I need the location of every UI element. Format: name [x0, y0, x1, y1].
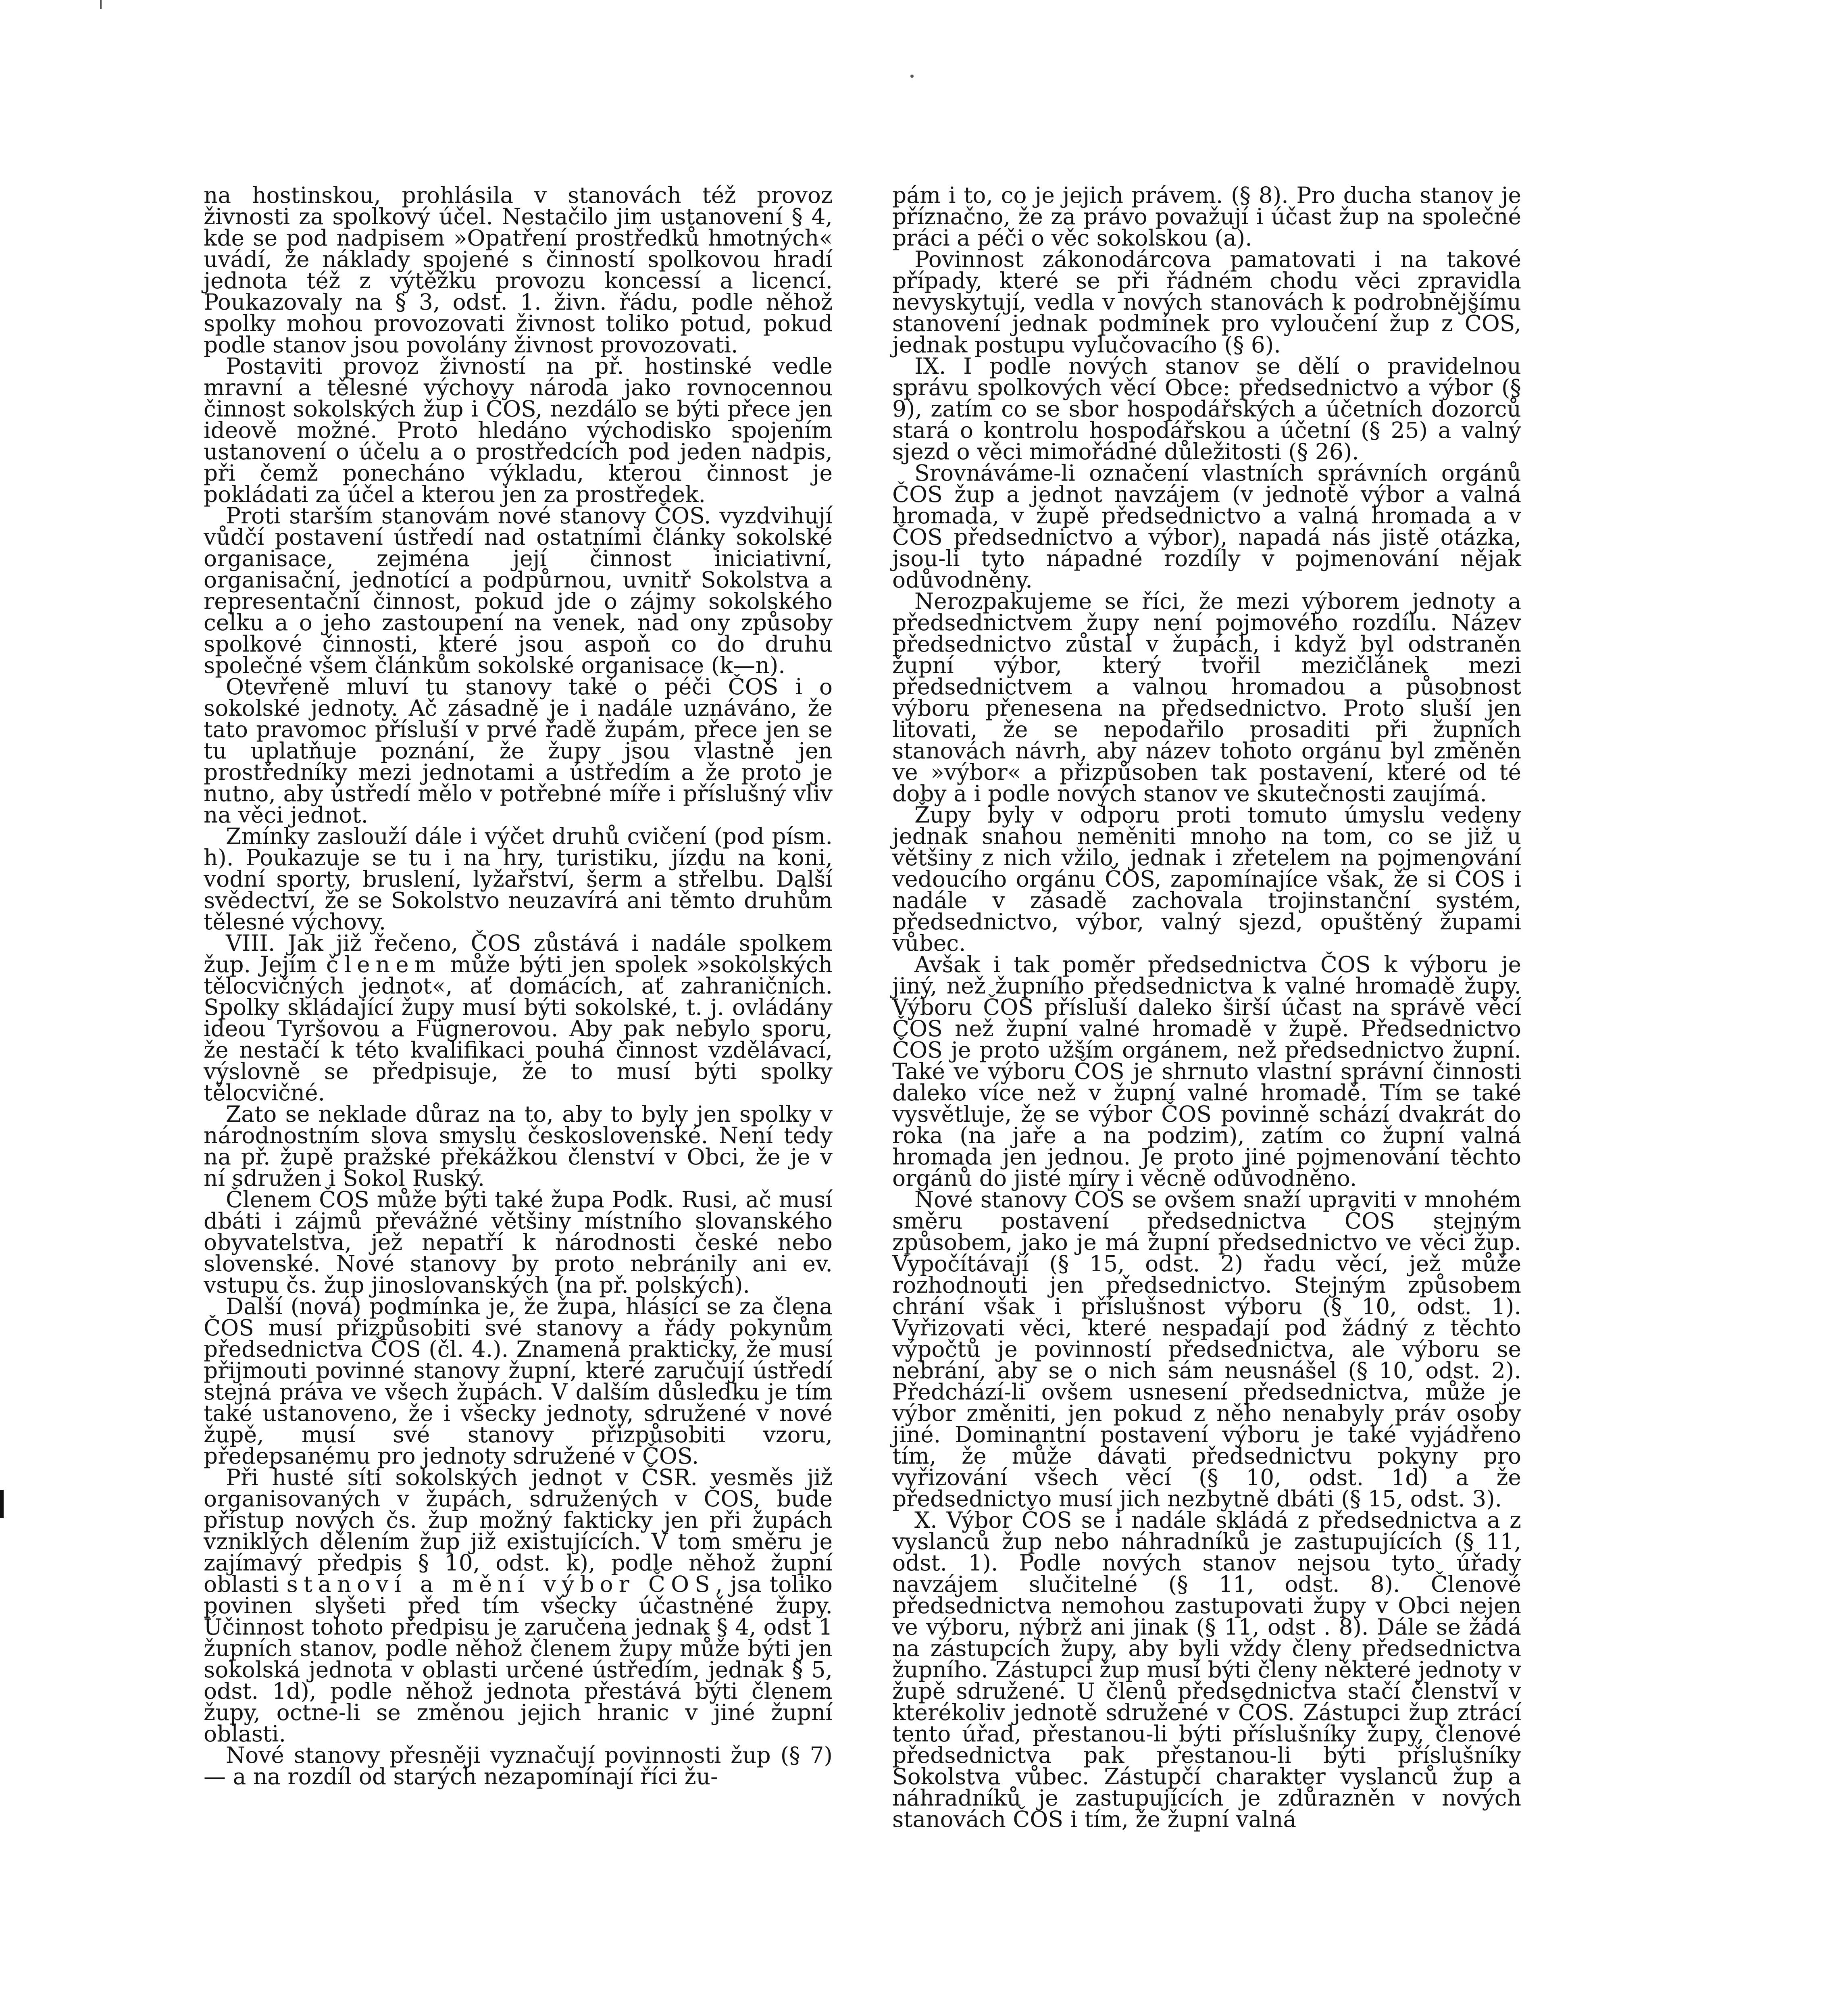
- paragraph: Otevřeně mluví tu stanovy také o péči ČOS i o sokolské jednoty. Ač zásadně je i nadále uznáváno, že tato pravomoc přísluší v prvé řadě župám, přece jen se tu uplatňuje poznání, že župy jsou vlastně jen prostředníky mezi jednotami a ústředím a že proto je nutno, aby ústředí mělo v potřebné míře i příslušný vliv na věci jednot.: [204, 674, 833, 828]
- paragraph: Členem ČOS může býti také župa Podk. Rusi, ač musí dbáti i zájmů převážné většiny místního slovanského obyvatelstva, jež nepatří k národnosti české nebo slovenské. Nové stanovy by proto nebránily ani ev. vstupu čs. žup jinoslovanských (na př. polských).: [204, 1187, 833, 1298]
- paragraph: Srovnáváme-li označení vlastních správních orgánů ČOS žup a jednot navzájem (v jednotě výbor a valná hromada, v župě předsednictvo a valná hromada a v ČOS předsednictvo a výbor), napadá nás jistě otázka, jsou-li tyto nápadné rozdíly v pojmenování nějak odůvodněny.: [892, 460, 1521, 593]
- paragraph: Zmínky zaslouží dále i výčet druhů cvičení (pod písm. h). Poukazuje se tu i na hry, turistiku, jízdu na koni, vodní sporty, bruslení, lyžařství, šerm a střelbu. Další svědectví, že se Sokolstvo neuzavírá ani těmto druhům tělesné výchovy.: [204, 823, 833, 935]
- scan-mark: [910, 75, 914, 78]
- paragraph: Nové stanovy ČOS se ovšem snaží upraviti v mnohém směru postavení předsednictva ČOS stejným způsobem, jako je má župní předsednictvo ve věci žup. Vypočítávají (§ 15, odst. 2) řadu věcí, jež může rozhodnouti jen předsednictvo. Stejným způsobem chrání však i příslušnost výboru (§ 10, odst. 1). Vyřizovati věci, které nespadají pod žádný z těchto výpočtů je povinností předsednictva, ale výboru se nebrání, aby se o nich sám neusnášel (§ 10, odst. 2). Předchází-li ovšem usnesení předsednictva, může je výbor změniti, jen pokud z něho nenabyly práv osoby jiné. Dominantní postavení výboru je také vyjádřeno tím, že může dávati předsednictvu pokyny pro vyřizování všech věcí (§ 10, odst. 1d) a že předsednictvo musí jich nezbytně dbáti (§ 15, odst. 3).: [892, 1187, 1521, 1512]
- paragraph: Postaviti provoz živností na př. hostinské vedle mravní a tělesné výchovy národa jako rovnocennou činnost sokolských žup i ČOS, nezdálo se býti přece jen ideově možné. Proto hledáno východisko spojením ustanovení o účelu a o prostředcích pod jeden nadpis, při čemž ponecháno výkladu, kterou činnost je pokládati za účel a kterou jen za prostředek.: [204, 353, 833, 507]
- left-text-column: [204, 182, 833, 1789]
- right-text-column: [892, 182, 1521, 1832]
- paragraph: X. Výbor ČOS se i nadále skládá z předsednictva a z vyslanců žup nebo náhradníků je zastupujících (§ 11, odst. 1). Podle nových stanov nejsou tyto úřady navzájem slučitelné (§ 11, odst. 8). Členové předsednictva nemohou zastupovati župy v Obci nejen ve výboru, nýbrž ani jinak (§ 11, odst . 8). Dále se žádá na zástupcích župy, aby byli vždy členy předsednictva župního. Zástupci žup musí býti členy některé jednoty v župě sdružené. U členů předsednictva stačí členství v kterékoliv jednotě sdružené v ČOS. Zástupci žup ztrácí tento úřad, přestanou-li býti příslušníky župy, členové předsednictva pak přestanou-li býti příslušníky Sokolstva vůbec. Zástupčí charakter vyslanců žup a náhradníků je zastupujících je zdůrazněn v nových stanovách ČOS i tím, že župní valná: [892, 1507, 1521, 1832]
- emphasis-text: členem: [326, 952, 441, 977]
- paragraph: Nové stanovy přesněji vyznačují povinnosti žup (§ 7) — a na rozdíl od starých nezapomínají říci žu-: [204, 1742, 833, 1789]
- paragraph: Další (nová) podmínka je, že župa, hlásící se za člena ČOS musí přizpůsobiti své stanovy a řády pokynům předsednictva ČOS (čl. 4.). Znamená prakticky, že musí přijmouti povinné stanovy župní, které zaručují ústředí stejná práva ve všech župách. V dalším důsledku je tím také ustanoveno, že i všecky jednoty, sdružené v nové župě, musí své stanovy přizpůsobiti vzoru, předepsanému pro jednoty sdružené v ČOS.: [204, 1293, 833, 1469]
- paragraph: IX. I podle nových stanov se dělí o pravidelnou správu spolkových věcí Obce: předsednictvo a výbor (§ 9), zatím co se sbor hospodářských a účetních dozorců stará o kontrolu hospodářskou a účetní (§ 25) a valný sjezd o věci mimořádné důležitosti (§ 26).: [892, 353, 1521, 464]
- scan-mark: [0, 1490, 4, 1518]
- paragraph: Avšak i tak poměr předsednictva ČOS k výboru je jiný, než župního předsednictva k valné hromadě župy. Výboru ČOS přísluší daleko širší účast na správě věcí ČOS než župní valné hromadě v župě. Předsednictvo ČOS je proto užším orgánem, než předsednictvo župní. Také ve výboru ČOS je shrnuto vlastní správní činnosti daleko více než v župní valné hromadě. Tím se také vysvětluje, že se výbor ČOS povinně schází dvakrát do roka (na jaře a na podzim), zatím co župní valná hromada jen jednou. Je proto jiné pojmenování těchto orgánů do jisté míry i věcně odůvodněno.: [892, 952, 1521, 1191]
- paragraph: na hostinskou, prohlásila v stanovách též provoz živnosti za spolkový účel. Nestačilo jim ustanovení § 4, kde se pod nadpisem »Opatření prostředků hmotných« uvádí, že náklady spojené s činností spolkovou hradí jednota též z výtěžku provozu koncessí a licencí. Poukazovaly na § 3, odst. 1. živn. řádu, podle něhož spolky mohou provozovati živnost toliko potud, pokud podle stanov jsou povolány živnost provozovati.: [204, 182, 833, 358]
- paragraph: Zato se neklade důraz na to, aby to byly jen spolky v národnostním slova smyslu československé. Není tedy na př. župě pražské překážkou členství v Obci, že je v ní sdružen i Sokol Ruský.: [204, 1101, 833, 1191]
- paragraph: pám i to, co je jejich právem. (§ 8). Pro ducha stanov je příznačno, že za právo považují i účast žup na společné práci a péči o věc sokolskou (a).: [892, 182, 1521, 251]
- paragraph: Proti starším stanovám nové stanovy ČOS. vyzdvihují vůdčí postavení ústředí nad ostatními články sokolské organisace, zejména její činnost iniciativní, organisační, jednotící a podpůrnou, uvnitř Sokolstva a representační činnost, pokud jde o zájmy sokolského celku a o jeho zastoupení na venek, nad ony způsoby spolkové činnosti, které jsou aspoň co do druhu společné všem článkům sokolské organisace (k—n).: [204, 503, 833, 678]
- paragraph: Povinnost zákonodárcova pamatovati i na takové případy, které se při řádném chodu věci zpravidla nevyskytují, vedla v nových stanovách k podrobnějšímu stanovení jednak podmínek pro vyloučení žup z ČOS, jednak postupu vylučovacího (§ 6).: [892, 246, 1521, 358]
- scan-mark: [100, 0, 102, 9]
- paragraph: VIII. Jak již řečeno, ČOS zůstává i nadále spolkem žup. Jejím členem může býti jen spolek »sokolských tělocvičných jednot«, ať domácích, ať zahraničních. Spolky skládající župy musí býti sokolské, t. j. ovládány ideou Tyršovou a Fügnerovou. Aby pak nebylo sporu, že nestačí k této kvalifikaci pouhá činnost vzdělávací, výslovně se předpisuje, že to musí býti spolky tělocvičné.: [204, 930, 833, 1106]
- paragraph: Župy byly v odporu proti tomuto úmyslu vedeny jednak snahou neměniti mnoho na tom, co se již u většiny z nich vžilo, jednak i zřetelem na pojmenování vedoucího orgánu ČOS, zapomínajíce však, že si ČOS i nadále v zásadě zachovala trojinstanční systém, předsednictvo, výbor, valný sjezd, opuštěný župami vůbec.: [892, 802, 1521, 956]
- paragraph: Při husté síti sokolských jednot v ČSR. vesměs již organisovaných v župách, sdružených v ČOS, bude přístup nových čs. žup možný fakticky jen při župách vzniklých dělením žup již existujících. V tom směru je zajímavý předpis § 10, odst. k), podle něhož župní oblasti stanoví a mění výbor ČOS, jsa toliko povinen slyšeti před tím všecky účastněné župy. Účinnost tohoto předpisu je zaručena jednak § 4, odst 1 župních stanov, podle něhož členem župy může býti jen sokolská jednota v oblasti určené ústředím, jednak § 5, odst. 1d), podle něhož jednota přestává býti členem župy, octne-li se změnou jejich hranic v jiné župní oblasti.: [204, 1464, 833, 1747]
- emphasis-text: stanoví a mění výbor ČOS: [286, 1571, 716, 1597]
- paragraph: Nerozpakujeme se říci, že mezi výborem jednoty a předsednictvem župy není pojmového rozdílu. Název předsednictvo zůstal v župách, i když byl odstraněn župní výbor, který tvořil mezičlánek mezi předsednictvem a valnou hromadou a působnost výboru přenesena na předsednictvo. Proto sluší jen litovati, že se nepodařilo prosaditi při župních stanovách návrh, aby název tohoto orgánu byl změněn ve »výbor« a přizpůsoben tak postavení, které od té doby a i podle nových stanov ve skutečnosti zaujímá.: [892, 588, 1521, 806]
